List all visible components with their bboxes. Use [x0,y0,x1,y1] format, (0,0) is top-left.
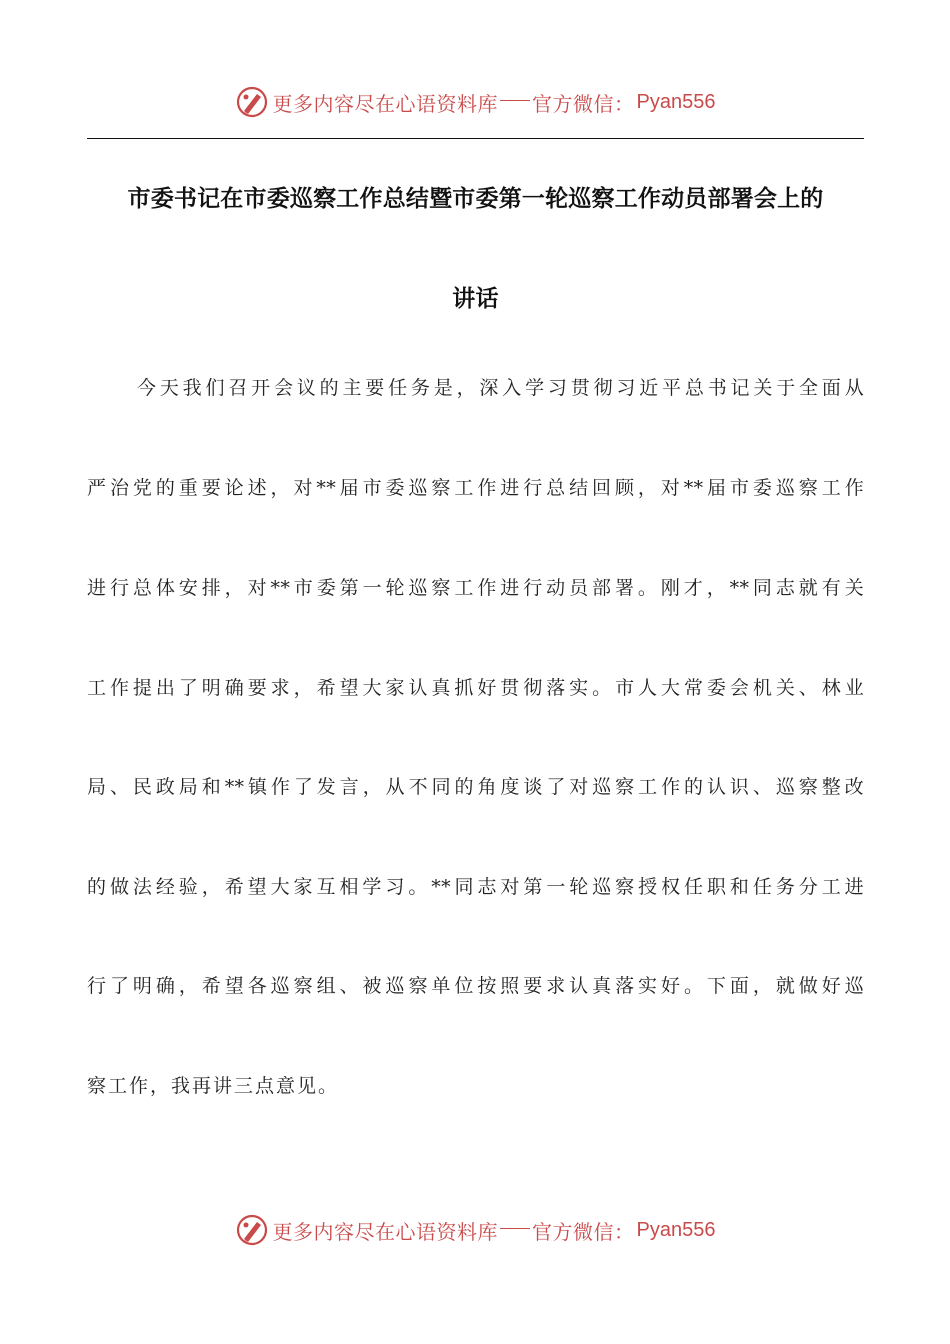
pen-seal-icon [235,1213,269,1247]
body-line: 今天我们召开会议的主要任务是，深入学习贯彻习近平总书记关于全面从 [137,377,864,399]
banner-dash [500,100,530,101]
body-line: 局、民政局和**镇作了发言，从不同的角度谈了对巡察工作的认识、巡察整改 [87,776,864,798]
banner-text: 更多内容尽在心语资料库 [272,1219,499,1244]
pen-seal-icon [235,85,269,119]
wechat-handle: Pyan556 [636,1218,716,1241]
header-rule [87,138,864,139]
header-banner [0,80,950,124]
footer-banner [0,1208,950,1252]
body-line: 的做法经验，希望大家互相学习。**同志对第一轮巡察授权任职和任务分工进 [87,876,864,898]
body-line: 行了明确，希望各巡察组、被巡察单位按照要求认真落实好。下面，就做好巡 [87,975,864,997]
banner-label: 官方微信： [532,91,635,116]
body-line: 进行总体安排，对**市委第一轮巡察工作进行动员部署。刚才，**同志就有关 [87,577,864,599]
body-line: 察工作，我再讲三点意见。 [87,1075,340,1097]
document-title-line-2: 讲话 [452,286,499,312]
document-title-line-1: 市委书记在市委巡察工作总结暨市委第一轮巡察工作动员部署会上的 [127,186,824,212]
banner-label: 官方微信： [532,1219,635,1244]
banner-text: 更多内容尽在心语资料库 [272,91,499,116]
body-line: 工作提出了明确要求，希望大家认真抓好贯彻落实。市人大常委会机关、林业 [87,677,864,699]
wechat-handle: Pyan556 [636,90,716,113]
banner-dash [500,1228,530,1229]
body-line: 严治党的重要论述，对**届市委巡察工作进行总结回顾，对**届市委巡察工作 [87,477,864,499]
